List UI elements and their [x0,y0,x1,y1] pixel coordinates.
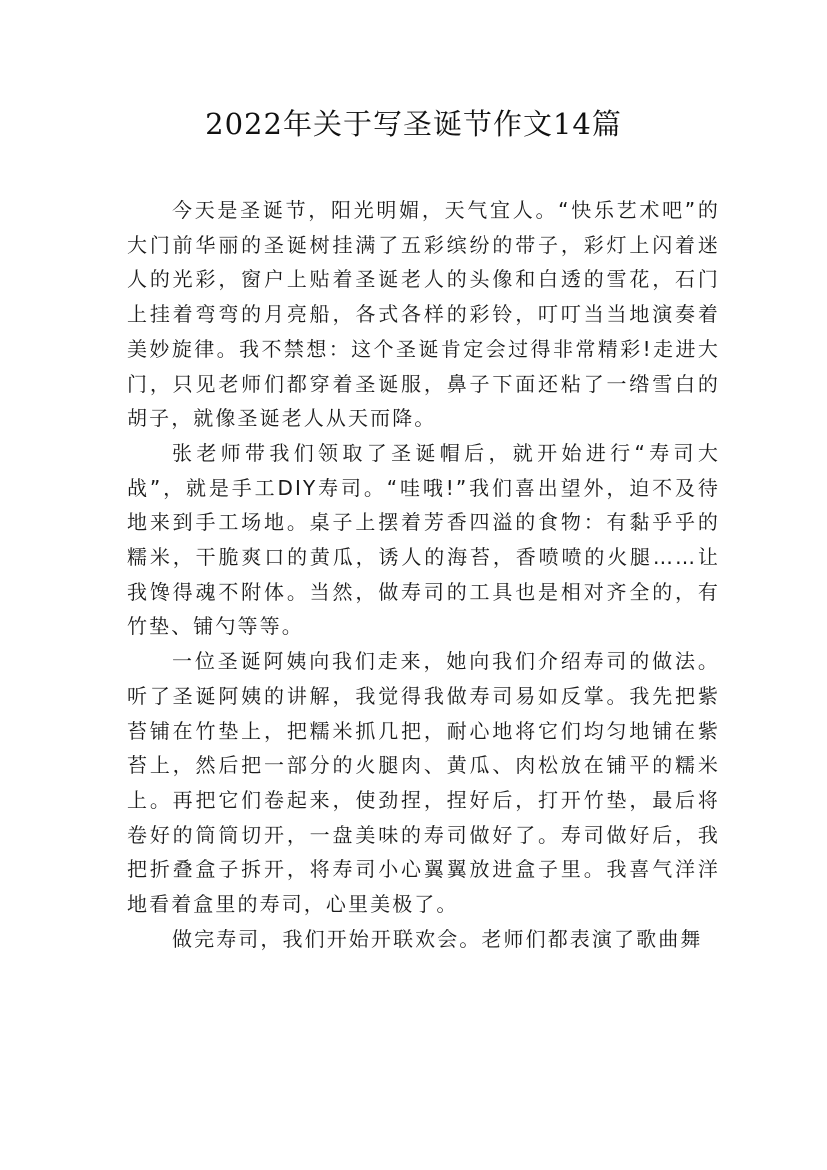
paragraph: 做完寿司，我们开始开联欢会。老师们都表演了歌曲舞 [172,926,703,951]
paragraph: 今天是圣诞节，阳光明媚，天气宜人。“快乐艺术吧”的大门前华丽的圣诞树挂满了五彩缤纷的带子，彩灯上闪着迷人的光彩，窗户上贴着圣诞老人的头像和白透的雪花，石门上挂着弯弯的月亮船，各式各样的彩铃，叮叮当当地演奏着美妙旋律。我不禁想：这个圣诞肯定会过得非常精彩!走进大门，只见老师们都穿着圣诞服，鼻子下面还粘了一绺雪白的胡子，就像圣诞老人从天而降。 [127,198,720,431]
paragraph: 一位圣诞阿姨向我们走来，她向我们介绍寿司的做法。听了圣诞阿姨的讲解，我觉得我做寿司易如反掌。我先把紫苔铺在竹垫上，把糯米抓几把，耐心地将它们均匀地铺在紫苔上，然后把一部分的火腿肉、黄瓜、肉松放在铺平的糯米上。再把它们卷起来，使劲捏，捏好后，打开竹垫，最后将卷好的筒筒切开，一盘美味的寿司做好了。寿司做好后，我把折叠盒子拆开，将寿司小心翼翼放进盒子里。我喜气洋洋地看着盒里的寿司，心里美极了。 [127,649,720,917]
document-title: 2022年关于写圣诞节作文14篇 [205,107,622,141]
document-body [127,193,720,956]
paragraph: 张老师带我们领取了圣诞帽后，就开始进行“寿司大战”，就是手工DIY寿司。“哇哦!”我们喜出望外，迫不及待地来到手工场地。桌子上摆着芳香四溢的食物：有黏乎乎的糯米，干脆爽口的黄瓜，诱人的海苔，香喷喷的火腿……让我馋得魂不附体。当然，做寿司的工具也是相对齐全的，有竹垫、铺勺等等。 [127,440,720,639]
